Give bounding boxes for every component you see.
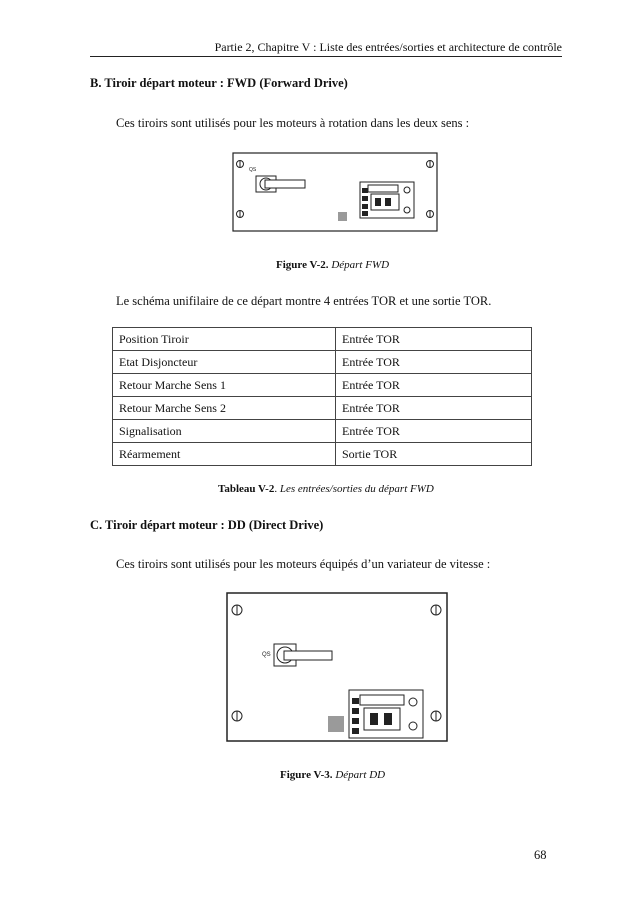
section-b-summary: Le schéma unifilaire de ce départ montre 4 entrées TOR et une sortie TOR. bbox=[116, 294, 492, 308]
table-cell: Entrée TOR bbox=[336, 374, 532, 397]
header-rule bbox=[90, 56, 562, 57]
figure-fwd-caption-title: Départ FWD bbox=[331, 259, 390, 271]
table-cell: Entrée TOR bbox=[336, 397, 532, 420]
fwd-qs-label: QS bbox=[249, 167, 257, 173]
figure-dd-drawing bbox=[226, 592, 448, 742]
running-header: Partie 2, Chapitre V : Liste des entrées/sorties et architecture de contrôle bbox=[214, 40, 562, 54]
table-cell: Position Tiroir bbox=[113, 328, 336, 351]
table-fwd-caption-label: Tableau V-2 bbox=[218, 483, 275, 495]
table-row bbox=[113, 420, 532, 443]
table-row bbox=[113, 374, 532, 397]
table-row bbox=[113, 351, 532, 374]
table-cell: Signalisation bbox=[113, 420, 336, 443]
table-cell: Entrée TOR bbox=[336, 328, 532, 351]
page-number: 68 bbox=[534, 848, 547, 862]
figure-fwd-caption-label: Figure V-2. bbox=[276, 259, 329, 271]
io-table-fwd bbox=[112, 327, 532, 466]
table-cell: Sortie TOR bbox=[336, 443, 532, 466]
section-b-intro: Ces tiroirs sont utilisés pour les moteurs à rotation dans les deux sens : bbox=[116, 116, 470, 130]
section-c-intro: Ces tiroirs sont utilisés pour les moteurs équipés d’un variateur de vitesse : bbox=[116, 557, 491, 571]
table-cell: Etat Disjoncteur bbox=[113, 351, 336, 374]
table-fwd-caption-title: Les entrées/sorties du départ FWD bbox=[279, 483, 434, 495]
table-cell: Retour Marche Sens 1 bbox=[113, 374, 336, 397]
table-row bbox=[113, 443, 532, 466]
table-row bbox=[113, 328, 532, 351]
section-c-heading: C. Tiroir départ moteur : DD (Direct Drive) bbox=[90, 518, 324, 532]
table-row bbox=[113, 397, 532, 420]
figure-dd-caption bbox=[280, 769, 385, 781]
section-b-heading: B. Tiroir départ moteur : FWD (Forward Drive) bbox=[90, 76, 348, 90]
dd-qs-label: QS bbox=[262, 652, 271, 658]
figure-fwd-drawing bbox=[232, 152, 438, 232]
table-cell: Retour Marche Sens 2 bbox=[113, 397, 336, 420]
table-fwd-caption: Tableau V-2. Les entrées/sorties du départ FWD bbox=[218, 483, 434, 495]
figure-dd-caption-label: Figure V-3. bbox=[280, 769, 333, 781]
figure-fwd-caption bbox=[276, 259, 389, 271]
table-cell: Entrée TOR bbox=[336, 420, 532, 443]
figure-dd-caption-title: Départ DD bbox=[335, 769, 386, 781]
table-cell: Réarmement bbox=[113, 443, 336, 466]
table-cell: Entrée TOR bbox=[336, 351, 532, 374]
